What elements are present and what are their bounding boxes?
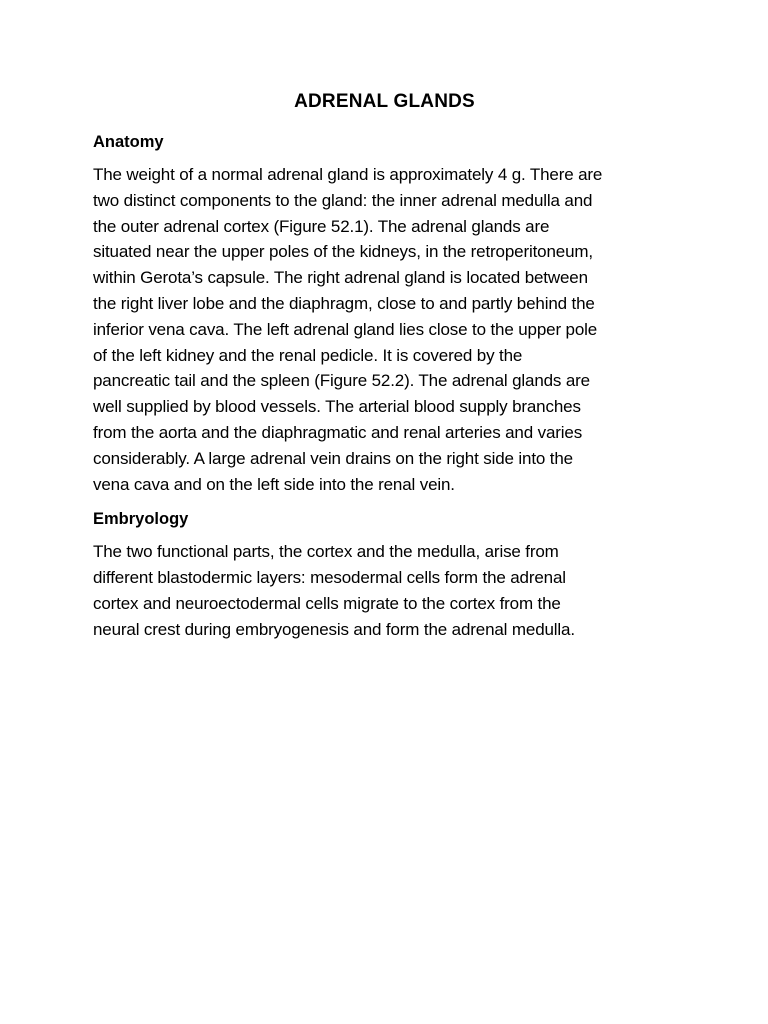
text-line: pancreatic tail and the spleen (Figure 52.2). The adrenal glands are (93, 371, 590, 391)
text-line: considerably. A large adrenal vein drains on the right side into the (93, 448, 573, 468)
section-heading-embryology: Embryology (93, 510, 189, 529)
document-title: ADRENAL GLANDS (294, 91, 475, 112)
text-line: inferior vena cava. The left adrenal gland lies close to the upper pole (93, 319, 598, 339)
embryology-paragraph (93, 539, 676, 642)
text-line: of the left kidney and the renal pedicle. It is covered by the (93, 345, 523, 365)
text-line: the right liver lobe and the diaphragm, close to and partly behind the (93, 293, 595, 313)
text-line: neural crest during embryogenesis and form the adrenal medulla. (93, 619, 575, 639)
text-line: the outer adrenal cortex (Figure 52.1). The adrenal glands are (93, 216, 550, 236)
text-line: two distinct components to the gland: the inner adrenal medulla and (93, 190, 593, 210)
section-heading-anatomy: Anatomy (93, 133, 164, 151)
section-anatomy (93, 130, 676, 497)
text-line: cortex and neuroectodermal cells migrate to the cortex from the (93, 593, 561, 613)
section-embryology (93, 507, 676, 642)
text-line: situated near the upper poles of the kidneys, in the retroperitoneum, (93, 242, 593, 262)
text-line: from the aorta and the diaphragmatic and renal arteries and varies (93, 422, 583, 442)
text-line: vena cava and on the left side into the renal vein. (93, 474, 455, 494)
text-line: The weight of a normal adrenal gland is approximately 4 g. There are (93, 165, 603, 184)
anatomy-paragraph (93, 162, 676, 497)
text-line: within Gerota’s capsule. The right adrenal gland is located between (93, 268, 588, 288)
text-line: well supplied by blood vessels. The arterial blood supply branches (93, 397, 581, 417)
text-line: different blastodermic layers: mesodermal cells form the adrenal (93, 568, 566, 588)
text-line: The two functional parts, the cortex and the medulla, arise from (93, 542, 559, 562)
